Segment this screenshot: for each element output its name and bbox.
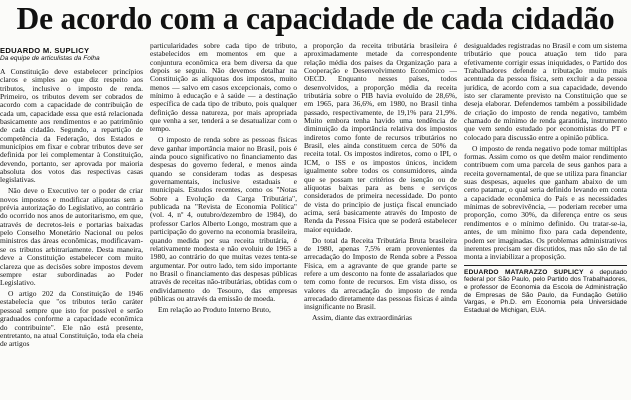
paragraph: a proporção da receita tributária brasileira é aproximadamente metade da correspondente relação média dos países da Organização para a Cooperação e Desenvolvimento Econômico — OECD. Enquanto nesses países, todos desenvolvidos, a proporção média da receita tributária sobre o PIB havia evoluído de 28,6%, em 1965, para 36,6%, em 1980, no Brasil tinha passado, respectivamente, de 19,1% para 21,9%. Muito embora tenha havido uma tendência de diminuição da importância relativa dos impostos indiretos como fonte de recursos tributários no Brasil, eles ainda constituem cerca de 50% da receita total. Os impostos indiretos, como o IPI, o ICM, o ISS e os impostos únicos, incidem igualmente sobre todos os consumidores, ainda que se possam ter critérios de isenção ou de alíquotas baixas para as bens e serviços considerados de primeira necessidade. Do ponto de vista do princípio de justiça fiscal enunciado acima, será basicamente através do Imposto de Renda da Pessoa Física que se poderá estabelecer maior equidade.	[304, 42, 457, 234]
author-bio-text: é deputado federal por São Paulo, pelo Partido dos Trabalhadores, e professor de Economia da Escola de Administração de Empresas de São Paulo, da Fundação Getúlio Vargas, e Ph.D. em Economia pela Universidade Estadual de Michigan, EUA.	[464, 268, 627, 315]
article-column-1	[0, 42, 143, 396]
paragraph: Em relação ao Produto Interno Bruto,	[158, 304, 271, 314]
divider	[464, 265, 627, 266]
paragraph: O artigo 202 da Constituição de 1946 estabelecia que "os tributos terão caráter pessoal sempre que isto for possível e serão graduados conforme a capacidade econômica do contribuinte". Ele não está presente, entretanto, na atual Constituição, toda ela cheia de artigos	[0, 289, 143, 349]
paragraph: particularidades sobre cada tipo de tributo, estabelecidos em momentos em que a conjuntura econômica era bem diversa da que depois se seguiu. Não devemos detalhar na Constituição as alíquotas dos impostos, muito menos — salvo em casos excepcionais, como o mínimo à educação e à saúde — a destinação específica de cada tipo de tributo, pois qualquer definição dessa natureza, por mais apropriada que venha a ser, tenderá a se desatualizar com o tempo.	[150, 42, 297, 134]
paragraph: Assim, diante das extraordinárias	[312, 313, 412, 323]
paragraph: O imposto de renda negativo pode tomar múltiplas formas. Assim como os que detêm maior rendimento contribuem com uma parcela de seus ganhos para a receita governamental, de que se utiliza para financiar suas despesas, aqueles que ganham abaixo de um certo patamar, o qual seria definido levando em conta a capacidade econômica do País e as necessidades mínimas de sobrevivência, — poderiam receber uma proporção, como 30%, da diferença entre os seus rendimentos e o mínimo definido. Ou tratar-se-ia, antes, de um mínimo fixo para cada dependente, podem ser imaginadas. Os problemas administrativos inerentes precisam ser discutidos, mas não são de tal monta a inviabilizar a proposição.	[464, 143, 627, 262]
paragraph: desigualdades registradas no Brasil e com um sistema tributário que pouca atuação tem tido para efetivamente corrigir essas iniquidades, o Partido dos Trabalhadores defende a tributação muito mais acentuada da pessoa física, sem excluir a da pessoa jurídica, de acordo com a sua capacidade, devendo isto ser claramente previsto na Constituição que se deseja elaborar. Defendemos também a possibilidade de criação do imposto de renda negativo, também chamado de mínimo de renda garantida, instrumento que vem sendo estudado por economistas do PT e colocado para discussão entre a opinião pública.	[464, 42, 627, 142]
paragraph: O imposto de renda sobre as pessoas físicas deve ganhar importância maior no Brasil, pois é ainda pouco significativo no financiamento das despesas do governo federal, e menos ainda quando se consideram todas as despesas governamentais, inclusive estaduais e municipais. Estudos recentes, como os "Notas Sobre a Evolução da Carga Tributária", publicada na "Revista de Economia Política" (vol. 4, nº 4, outubro/dezembro de 1984), do professor Carlos Alberto Longo, mostram que a participação do governo na economia brasileira, quando medida por sua receita tributária, é relativamente modesta e não evoluiu de 1965 a 1980, ao contrário do que muitas vezes tenta-se argumentar. Por outro lado, tem sido importante no Brasil o financiamento das despesas públicas através de receitas não-tributárias, obtidas com o endividamento do Tesouro, das empresas públicas ou através da emissão de moeda.	[150, 135, 297, 303]
byline: EDUARDO M. SUPLICY	[0, 46, 90, 55]
paragraph: Do total da Receita Tributária Bruta brasileira de 1980, apenas 7,5% eram provenientes da arrecadação do Imposto de Renda sobre a Pessoa Física, em a agravante de que grande parte se refere a um desconto na fonte de assalariados que tem como fonte de recursos. Em vista disso, os valores da arrecadação do imposto de renda arrecadado diretamente das pessoas físicas é ainda insignificante no Brasil.	[304, 235, 457, 312]
article-column-2	[150, 42, 297, 396]
byline-subtitle: Da equipe de articulistas da Folha	[0, 55, 100, 62]
author-bio-name: EDUARDO MATARAZZO SUPLICY	[464, 268, 584, 276]
article-column-3	[304, 42, 457, 396]
paragraph: Não deve o Executivo ter o poder de criar novos impostos e modificar alíquotas sem a prévia autorização do Legislativo, ao contrário do ocorrido nos anos de autoritarismo, em que, através de decretos-leis e portarias baixadas pelo Conselho Monetário Nacional ou pelos ministros das áreas econômicas, modificavam-se os tributos arbitrariamente. Desta maneira, deve a Constituição estabelecer com muito clareza que as decisões sobre impostos devem sempre estar subordinadas ao Poder Legislativo.	[0, 186, 143, 288]
author-bio	[464, 269, 627, 315]
headline: De acordo com a capacidade de cada cidadão	[16, 1, 615, 36]
article-column-4	[464, 42, 627, 396]
paragraph: A Constituição deve estabelecer princípios claros e simples ao que diz respeito aos tributos, inclusive o imposto de renda. Primeiro, os tributos devem ser cobrados de acordo com a capacidade de contribuição de cada um, capacidade essa que está relacionada basicamente aos rendimentos e ao patrimônio de cada cidadão. Segundo, a repartição de competência da Federação, dos Estados e municípios em fixar e cobrar tributos deve ser definida por lei complementar à Constituição, devendo, portanto, ser aprovada por maioria absoluta dos votos das respectivas casas legislativas.	[0, 67, 143, 185]
